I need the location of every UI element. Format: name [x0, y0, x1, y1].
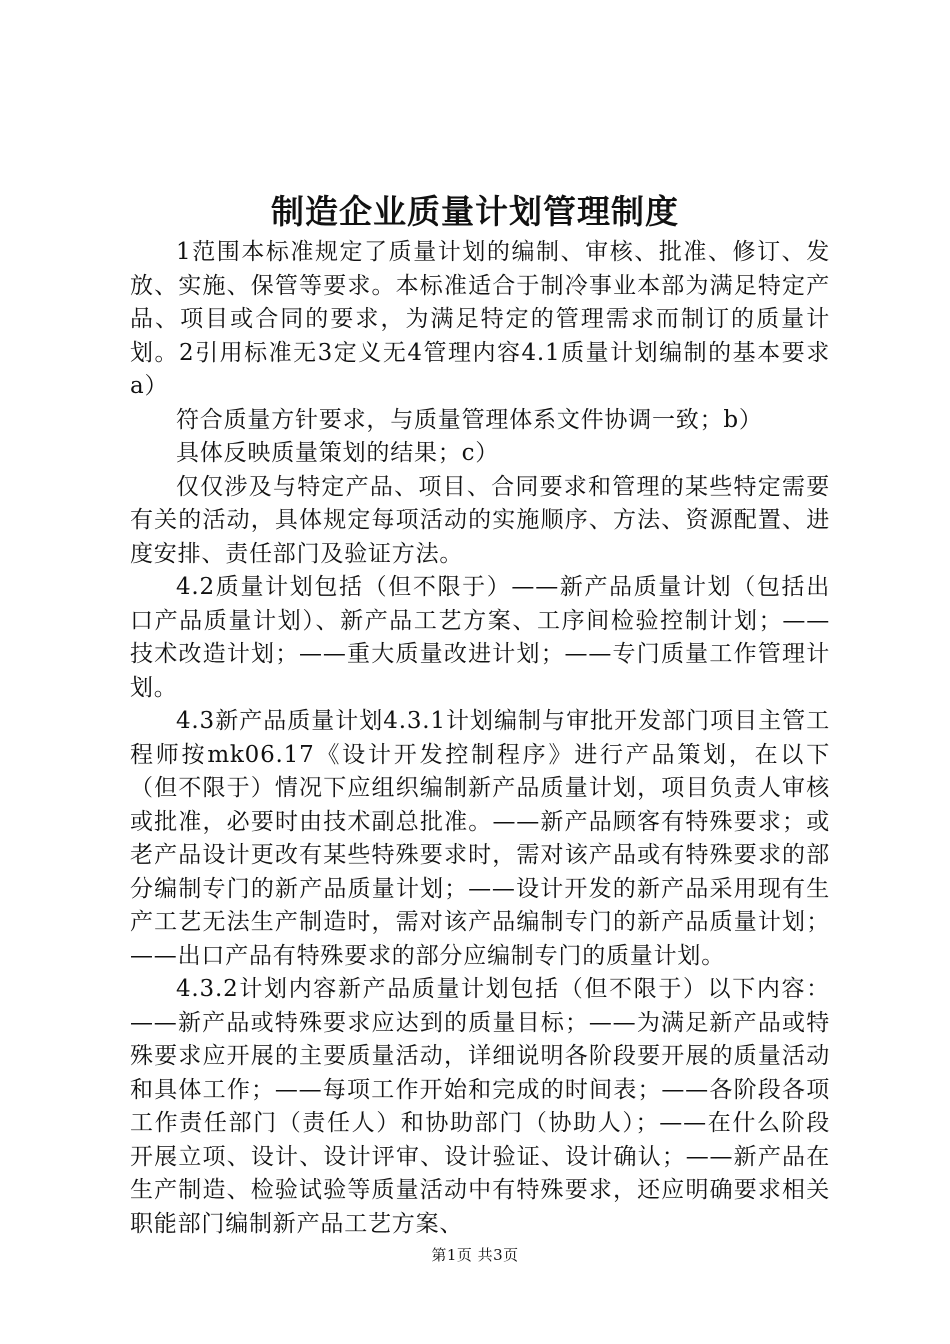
paragraph: 符合质量方针要求，与质量管理体系文件协调一致；b）	[176, 406, 763, 433]
page-number-footer: 第1页 共3页	[431, 1246, 519, 1264]
document-body	[130, 236, 830, 1241]
document-title: 制造企业质量计划管理制度	[271, 192, 679, 231]
paragraph: 4.2质量计划包括（但不限于）——新产品质量计划（包括出口产品质量计划）、新产品工艺方案、工序间检验控制计划；——技术改造计划；——重大质量改进计划；——专门质量工作管理计划。	[130, 574, 830, 701]
paragraph: 4.3新产品质量计划4.3.1计划编制与审批开发部门项目主管工程师按mk06.17《设计开发控制程序》进行产品策划，在以下（但不限于）情况下应组织编制新产品质量计划，项目负责人审核或批准，必要时由技术副总批准。——新产品顾客有特殊要求；或老产品设计更改有某些特殊要求时，需对该产品或有特殊要求的部分编制专门的新产品质量计划；——设计开发的新产品采用现有生产工艺无法生产制造时，需对该产品编制专门的新产品质量计划；——出口产品有特殊要求的部分应编制专门的质量计划。	[130, 708, 830, 969]
paragraph: 1范围本标准规定了质量计划的编制、审核、批准、修订、发放、实施、保管等要求。本标准适合于制冷事业本部为满足特定产品、项目或合同的要求，为满足特定的管理需求而制订的质量计划。2引用标准无3定义无4管理内容4.1质量计划编制的基本要求a）	[130, 239, 830, 399]
paragraph: 具体反映质量策划的结果；c）	[176, 440, 500, 466]
paragraph: 仅仅涉及与特定产品、项目、合同要求和管理的某些特定需要有关的活动，具体规定每项活动的实施顺序、方法、资源配置、进度安排、责任部门及验证方法。	[130, 473, 830, 567]
paragraph: 4.3.2计划内容新产品质量计划包括（但不限于）以下内容：——新产品或特殊要求应达到的质量目标；——为满足新产品或特殊要求应开展的主要质量活动，详细说明各阶段要开展的质量活动和具体工作；——每项工作开始和完成的时间表；——各阶段各项工作责任部门（责任人）和协助部门（协助人）；——在什么阶段开展立项、设计、设计评审、设计验证、设计确认；——新产品在生产制造、检验试验等质量活动中有特殊要求，还应明确要求相关职能部门编制新产品工艺方案、	[130, 976, 830, 1237]
